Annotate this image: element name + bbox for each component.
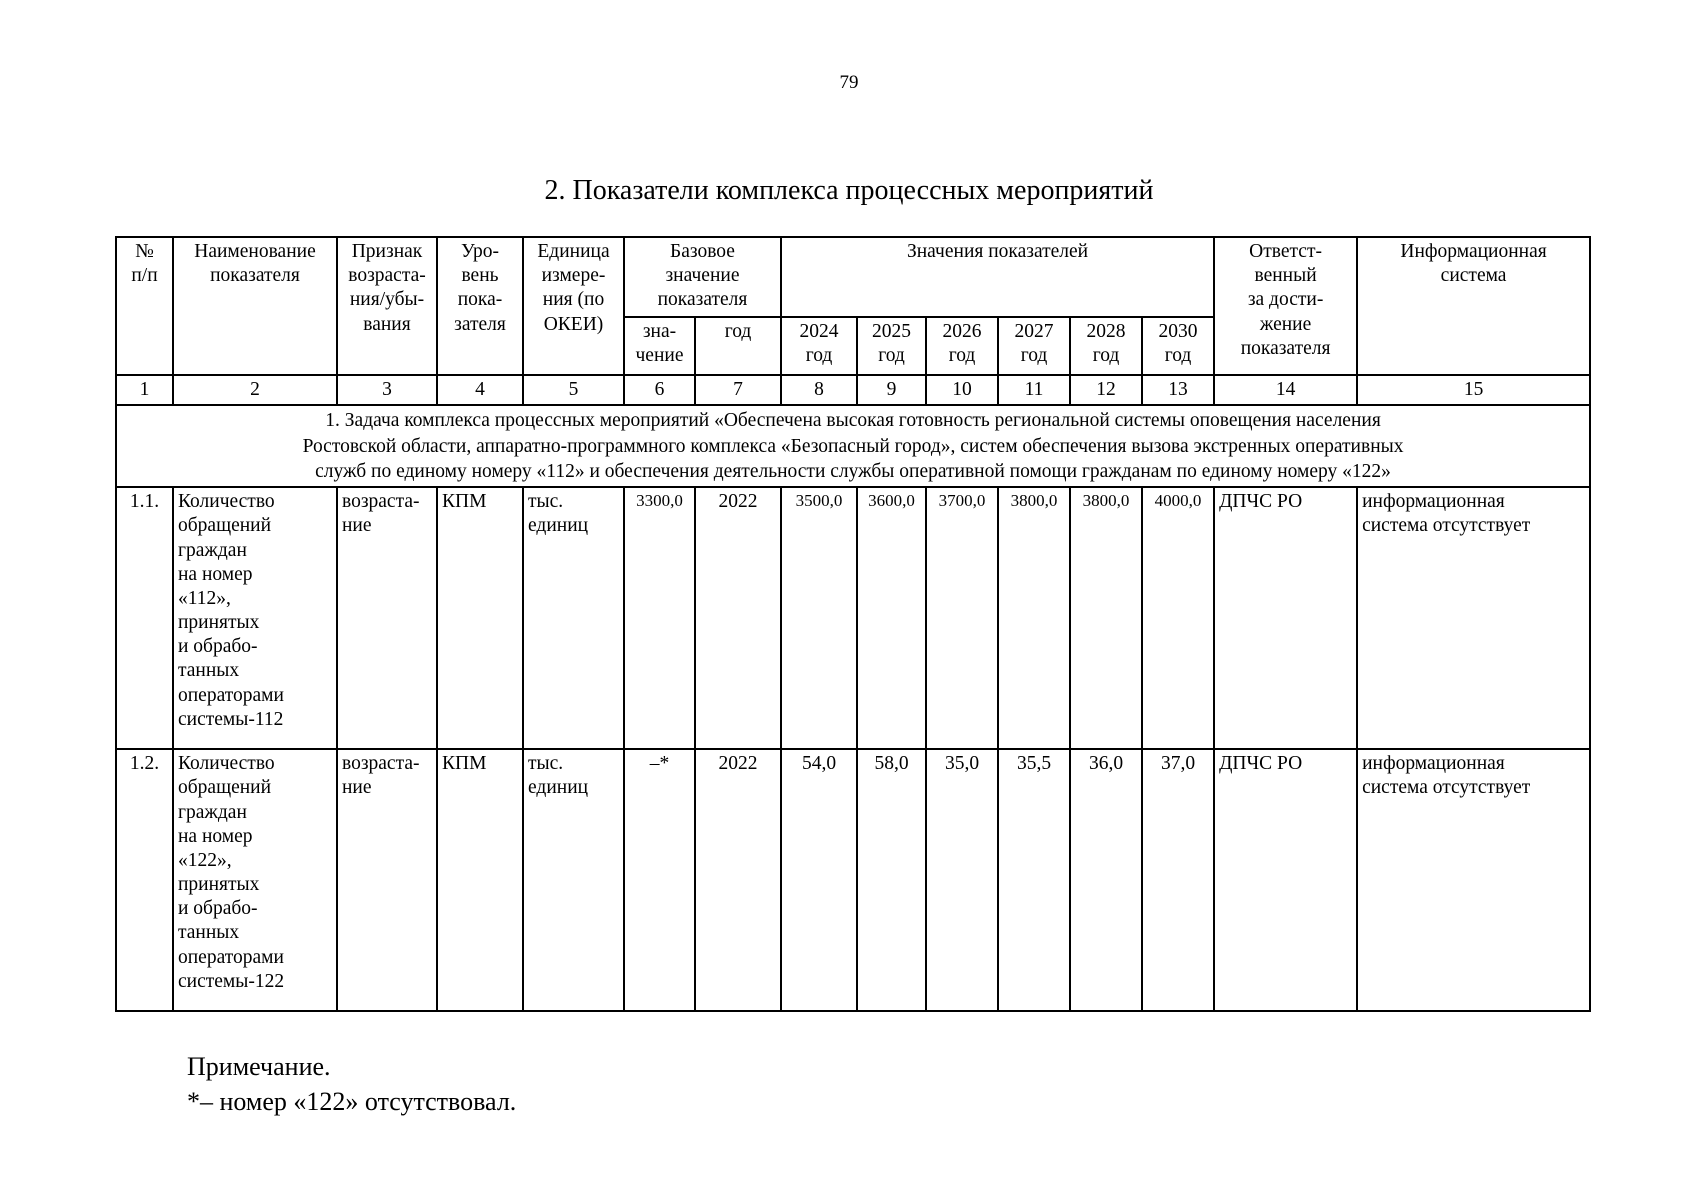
column-number: 2 [173, 375, 337, 405]
column-number: 10 [926, 375, 998, 405]
row-sign: возраста- ние [337, 749, 437, 1011]
header-year-2030: 2030 год [1142, 317, 1214, 375]
column-number: 8 [781, 375, 857, 405]
row-value-2026: 35,0 [926, 749, 998, 1011]
header-year-2028: 2028 год [1070, 317, 1142, 375]
table-row [116, 487, 1590, 749]
header-sign: Признак возраста- ния/убы- вания [337, 237, 437, 375]
row-name: Количество обращений граждан на номер «122», принятых и обрабо- танных операторами системы-122 [173, 749, 337, 1011]
footnote-title: Примечание. [187, 1052, 331, 1081]
row-value-2025: 3600,0 [857, 487, 926, 749]
table-row [116, 749, 1590, 1011]
column-number: 13 [1142, 375, 1214, 405]
column-number: 12 [1070, 375, 1142, 405]
header-responsible: Ответст- венный за дости- жение показателя [1214, 237, 1357, 375]
row-responsible: ДПЧС РО [1214, 749, 1357, 1011]
page-title: 2. Показатели комплекса процессных мероприятий [544, 175, 1154, 206]
column-number: 6 [624, 375, 695, 405]
header-level: Уро- вень пока- зателя [437, 237, 523, 375]
row-num: 1.1. [116, 487, 173, 749]
row-num: 1.2. [116, 749, 173, 1011]
row-value-2025: 58,0 [857, 749, 926, 1011]
header-info-system: Информационная система [1357, 237, 1590, 375]
header-values: Значения показателей [781, 237, 1214, 317]
row-responsible: ДПЧС РО [1214, 487, 1357, 749]
header-num: № п/п [116, 237, 173, 375]
header-year-2024: 2024 год [781, 317, 857, 375]
row-value-2027: 35,5 [998, 749, 1070, 1011]
header-year-2027: 2027 год [998, 317, 1070, 375]
row-info-system: информационная система отсутствует [1357, 487, 1590, 749]
header-year-2025: 2025 год [857, 317, 926, 375]
header-base: Базовое значение показателя [624, 237, 781, 317]
column-number: 7 [695, 375, 781, 405]
row-value-2028: 3800,0 [1070, 487, 1142, 749]
footnote [187, 1049, 516, 1119]
column-number: 15 [1357, 375, 1590, 405]
row-value-2024: 3500,0 [781, 487, 857, 749]
header-base-value: зна- чение [624, 317, 695, 375]
row-value-2024: 54,0 [781, 749, 857, 1011]
header-year-2026: 2026 год [926, 317, 998, 375]
column-number: 9 [857, 375, 926, 405]
column-number: 1 [116, 375, 173, 405]
row-value-2028: 36,0 [1070, 749, 1142, 1011]
task-row [116, 405, 1590, 487]
header-name: Наименование показателя [173, 237, 337, 375]
column-number: 3 [337, 375, 437, 405]
row-info-system: информационная система отсутствует [1357, 749, 1590, 1011]
row-value-2027: 3800,0 [998, 487, 1070, 749]
row-value-2026: 3700,0 [926, 487, 998, 749]
row-base-year: 2022 [695, 487, 781, 749]
column-number: 5 [523, 375, 624, 405]
task-text: 1. Задача комплекса процессных мероприятий «Обеспечена высокая готовность региональной системы оповещения населения Ростовской области, аппаратно-программного комплекса «Безопасный город», систем обеспечения вызова экстренных оперативных служб по единому номеру «112» и обеспечения деятельности службы оперативной помощи гражданам по единому номеру «122» [116, 405, 1590, 487]
row-value-2030: 37,0 [1142, 749, 1214, 1011]
row-level: КПМ [437, 487, 523, 749]
row-base-value: –* [624, 749, 695, 1011]
page-number: 79 [839, 72, 859, 93]
column-numbers-row [116, 375, 1590, 405]
footnote-text: *– номер «122» отсутствовал. [187, 1087, 517, 1117]
header-row [116, 237, 1590, 317]
column-number: 14 [1214, 375, 1357, 405]
column-number: 4 [437, 375, 523, 405]
row-value-2030: 4000,0 [1142, 487, 1214, 749]
column-number: 11 [998, 375, 1070, 405]
row-unit: тыс. единиц [523, 487, 624, 749]
row-name: Количество обращений граждан на номер «112», принятых и обрабо- танных операторами системы-112 [173, 487, 337, 749]
row-sign: возраста- ние [337, 487, 437, 749]
row-unit: тыс. единиц [523, 749, 624, 1011]
row-level: КПМ [437, 749, 523, 1011]
row-base-value: 3300,0 [624, 487, 695, 749]
indicators-table [115, 236, 1591, 1012]
header-unit: Единица измере- ния (по ОКЕИ) [523, 237, 624, 375]
row-base-year: 2022 [695, 749, 781, 1011]
header-base-year: год [695, 317, 781, 375]
